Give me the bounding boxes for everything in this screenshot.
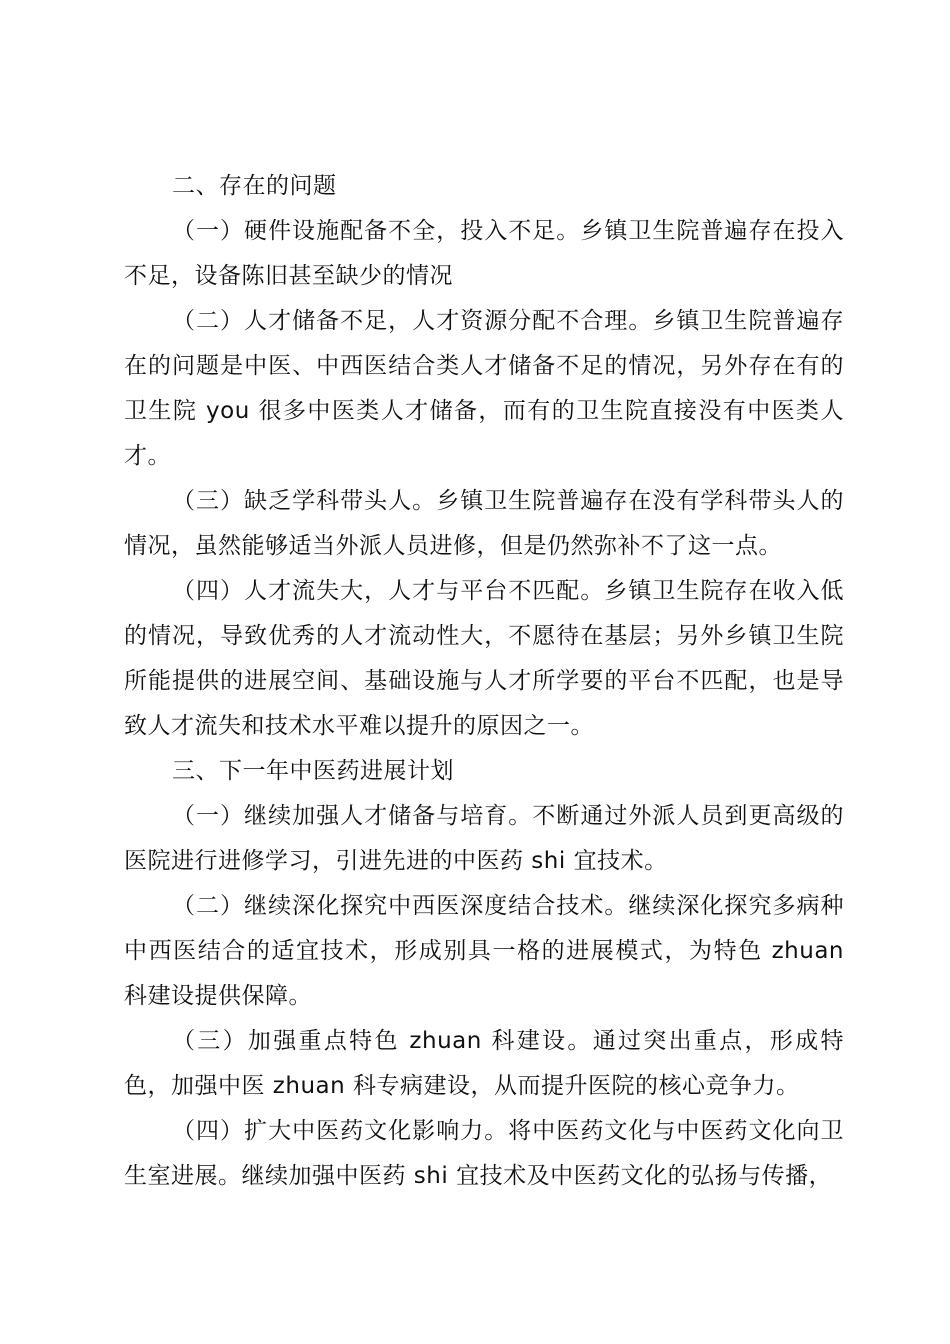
document-body (124, 164, 844, 1199)
paragraph-plan-integration: （二）继续深化探究中西医深度结合技术。继续深化探究多病种中西医结合的适宜技术，形成别具一格的进展模式，为特色 zhuan 科建设提供保障。 (124, 893, 844, 1009)
paragraph-plan-talent: （一）继续加强人才储备与培育。不断通过外派人员到更高级的医院进行进修学习，引进先进的中医药 shi 宜技术。 (124, 803, 844, 874)
paragraph-talent-reserve: （二）人才储备不足，人才资源分配不合理。乡镇卫生院普遍存在的问题是中医、中西医结合类人才储备不足的情况，另外存在有的卫生院 you 很多中医类人才储备，而有的卫生院直接没有中医类人才。 (124, 308, 844, 469)
paragraph-plan-culture: （四）扩大中医药文化影响力。将中医药文化与中医药文化向卫生室进展。继续加强中医药 shi 宜技术及中医药文化的弘扬与传播， (124, 1118, 844, 1189)
paragraph-talent-loss: （四）人才流失大，人才与平台不匹配。乡镇卫生院存在收入低的情况，导致优秀的人才流动性大，不愿待在基层；另外乡镇卫生院所能提供的进展空间、基础设施与人才所学要的平台不匹配，也是导致人才流失和技术水平难以提升的原因之一。 (124, 578, 844, 739)
paragraph-hardware: （一）硬件设施配备不全，投入不足。乡镇卫生院普遍存在投入不足，设备陈旧甚至缺少的情况 (124, 218, 844, 289)
paragraph-plan-specialty: （三）加强重点特色 zhuan 科建设。通过突出重点，形成特色，加强中医 zhuan 科专病建设，从而提升医院的核心竞争力。 (124, 1028, 844, 1099)
section-heading-problems: 二、存在的问题 (172, 173, 337, 199)
section-heading-plan: 三、下一年中医药进展计划 (172, 758, 454, 784)
paragraph-discipline-leader: （三）缺乏学科带头人。乡镇卫生院普遍存在没有学科带头人的情况，虽然能够适当外派人员进修，但是仍然弥补不了这一点。 (124, 488, 844, 559)
